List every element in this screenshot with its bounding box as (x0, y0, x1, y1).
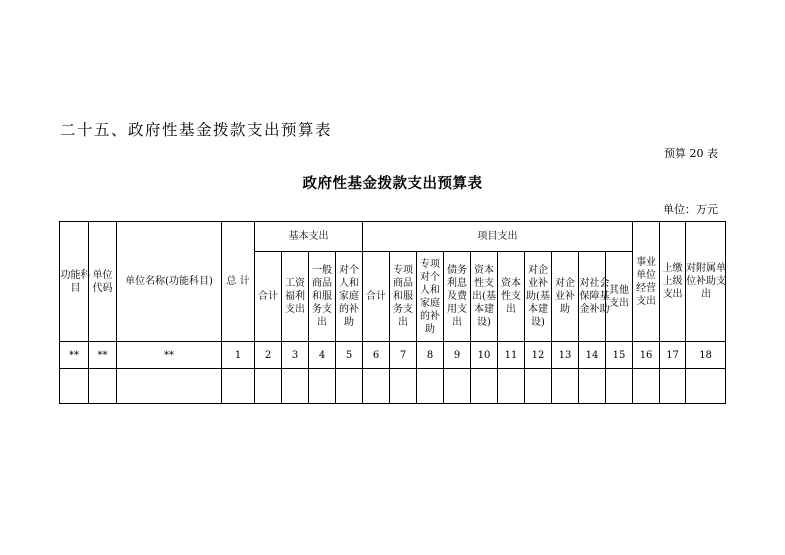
code-cell: 6 (363, 342, 390, 369)
table-title: 政府性基金拨款支出预算表 (302, 175, 483, 192)
data-cell (89, 369, 117, 404)
header-project-capital-basic: 资本性支出(基本建设) (471, 252, 498, 342)
code-cell: ** (117, 342, 222, 369)
header-project-subtotal: 合计 (363, 252, 390, 342)
code-cell: 14 (579, 342, 606, 369)
header-subordinate-subsidy: 对附属单位补助支出 (686, 222, 726, 342)
data-row-empty (60, 369, 726, 404)
header-group-project: 项目支出 (363, 222, 633, 252)
header-group-basic: 基本支出 (255, 222, 363, 252)
code-cell: 4 (309, 342, 336, 369)
code-cell: 12 (525, 342, 552, 369)
data-cell (471, 369, 498, 404)
header-basic-goods-services: 一般商品和服务支出 (309, 252, 336, 342)
header-project-enterprise: 对企业补助 (552, 252, 579, 342)
code-cell: ** (89, 342, 117, 369)
data-cell (444, 369, 471, 404)
data-cell (525, 369, 552, 404)
header-basic-personal-family: 对个人和家庭的补助 (336, 252, 363, 342)
header-project-enterprise-basic: 对企业补助(基本建设) (525, 252, 552, 342)
header-project-capital: 资本性支出 (498, 252, 525, 342)
data-cell (222, 369, 255, 404)
code-cell: 13 (552, 342, 579, 369)
header-total: 总 计 (222, 222, 255, 342)
data-cell (390, 369, 417, 404)
data-cell (633, 369, 660, 404)
section-title: 二十五、政府性基金拨款支出预算表 (60, 121, 333, 139)
data-cell (117, 369, 222, 404)
header-business-expense: 事业单位经营支出 (633, 222, 660, 342)
code-cell: 18 (686, 342, 726, 369)
data-cell (336, 369, 363, 404)
data-cell (606, 369, 633, 404)
header-function-code: 功能科目 (60, 222, 89, 342)
header-unit-name: 单位名称(功能科目) (117, 222, 222, 342)
data-cell (255, 369, 282, 404)
data-cell (660, 369, 686, 404)
data-cell (498, 369, 525, 404)
code-cell: 2 (255, 342, 282, 369)
data-cell (60, 369, 89, 404)
unit-note: 单位：万元 (663, 203, 718, 216)
code-cell: 3 (282, 342, 309, 369)
code-cell: ** (60, 342, 89, 369)
code-cell: 15 (606, 342, 633, 369)
code-cell: 17 (660, 342, 686, 369)
header-project-social-security: 对社会保障基金补助 (579, 252, 606, 342)
data-cell (363, 369, 390, 404)
data-cell (579, 369, 606, 404)
header-project-special-goods: 专项商品和服务支出 (390, 252, 417, 342)
code-cell: 9 (444, 342, 471, 369)
code-cell: 1 (222, 342, 255, 369)
table-number: 预算 20 表 (664, 147, 718, 160)
code-cell: 5 (336, 342, 363, 369)
header-unit-code: 单位代码 (89, 222, 117, 342)
code-cell: 7 (390, 342, 417, 369)
code-cell: 16 (633, 342, 660, 369)
budget-table (59, 221, 726, 404)
code-cell: 8 (417, 342, 444, 369)
code-cell: 10 (471, 342, 498, 369)
data-cell (686, 369, 726, 404)
data-cell (282, 369, 309, 404)
header-basic-subtotal: 合计 (255, 252, 282, 342)
data-cell (309, 369, 336, 404)
header-basic-salary: 工资福利支出 (282, 252, 309, 342)
header-project-special-personal: 专项对个人和家庭的补助 (417, 252, 444, 342)
header-project-debt-interest: 债务利息及费用支出 (444, 252, 471, 342)
data-cell (417, 369, 444, 404)
code-cell: 11 (498, 342, 525, 369)
header-project-other: 其他支出 (606, 252, 633, 342)
header-upper-level: 上缴上级支出 (660, 222, 686, 342)
data-cell (552, 369, 579, 404)
